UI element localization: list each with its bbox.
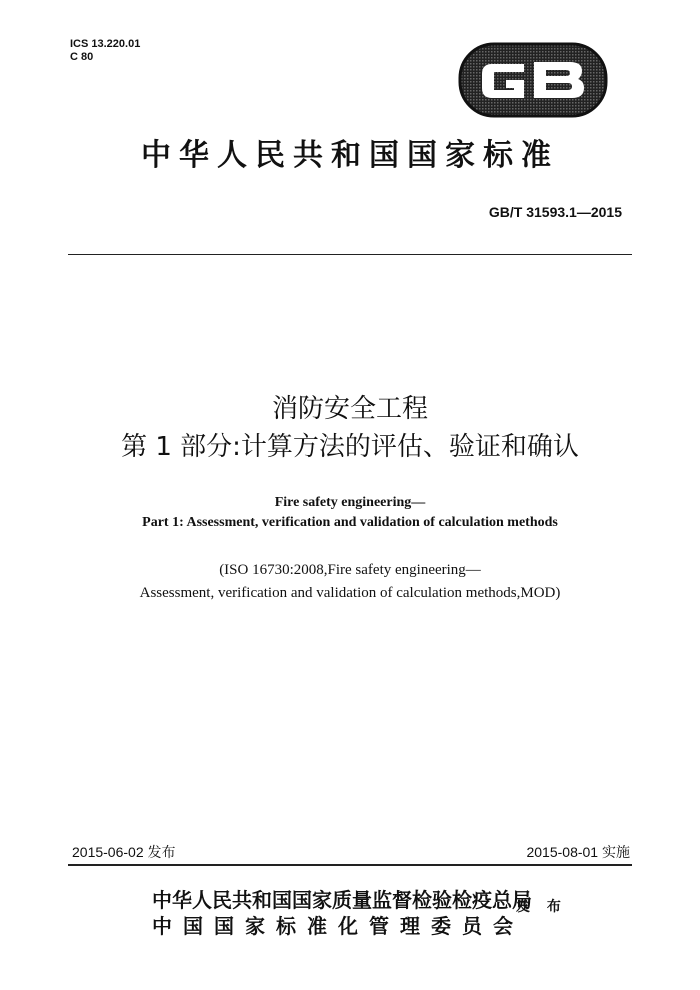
standard-number: GB/T 31593.1—2015 <box>488 204 622 220</box>
en-title-line-2: Part 1: Assessment, verification and validation of calculation methods <box>142 515 558 530</box>
cn-title-line-2: 第 1 部分:计算方法的评估、验证和确认 <box>121 432 579 462</box>
issuer-line-2: 中国国家标准化管理委员会 <box>152 914 524 938</box>
issuer-line-1: 中华人民共和国国家质量监督检验检疫总局 <box>152 888 532 912</box>
implement-date: 2015-08-01 实施 <box>526 844 630 860</box>
en-title-line-1: Fire safety engineering— <box>274 495 426 510</box>
iso-reference-line-2: Assessment, verification and validation of calculation methods,MOD) <box>139 585 561 601</box>
standard-title: 中华人民共和国国家标准 <box>141 138 559 173</box>
ccs-code: C 80 <box>70 51 94 63</box>
header-divider <box>68 254 632 255</box>
ics-code: ICS 13.220.01 <box>70 38 141 50</box>
iso-reference-line-1: (ISO 16730:2008,Fire safety engineering— <box>219 562 481 578</box>
publish-label: 发 布 <box>516 899 567 915</box>
classification-codes <box>70 38 140 64</box>
cn-title-line-1: 消防安全工程 <box>271 394 428 424</box>
gb-logo-icon <box>458 42 608 118</box>
footer-divider <box>68 864 632 866</box>
issue-date: 2015-06-02 发布 <box>72 844 176 860</box>
